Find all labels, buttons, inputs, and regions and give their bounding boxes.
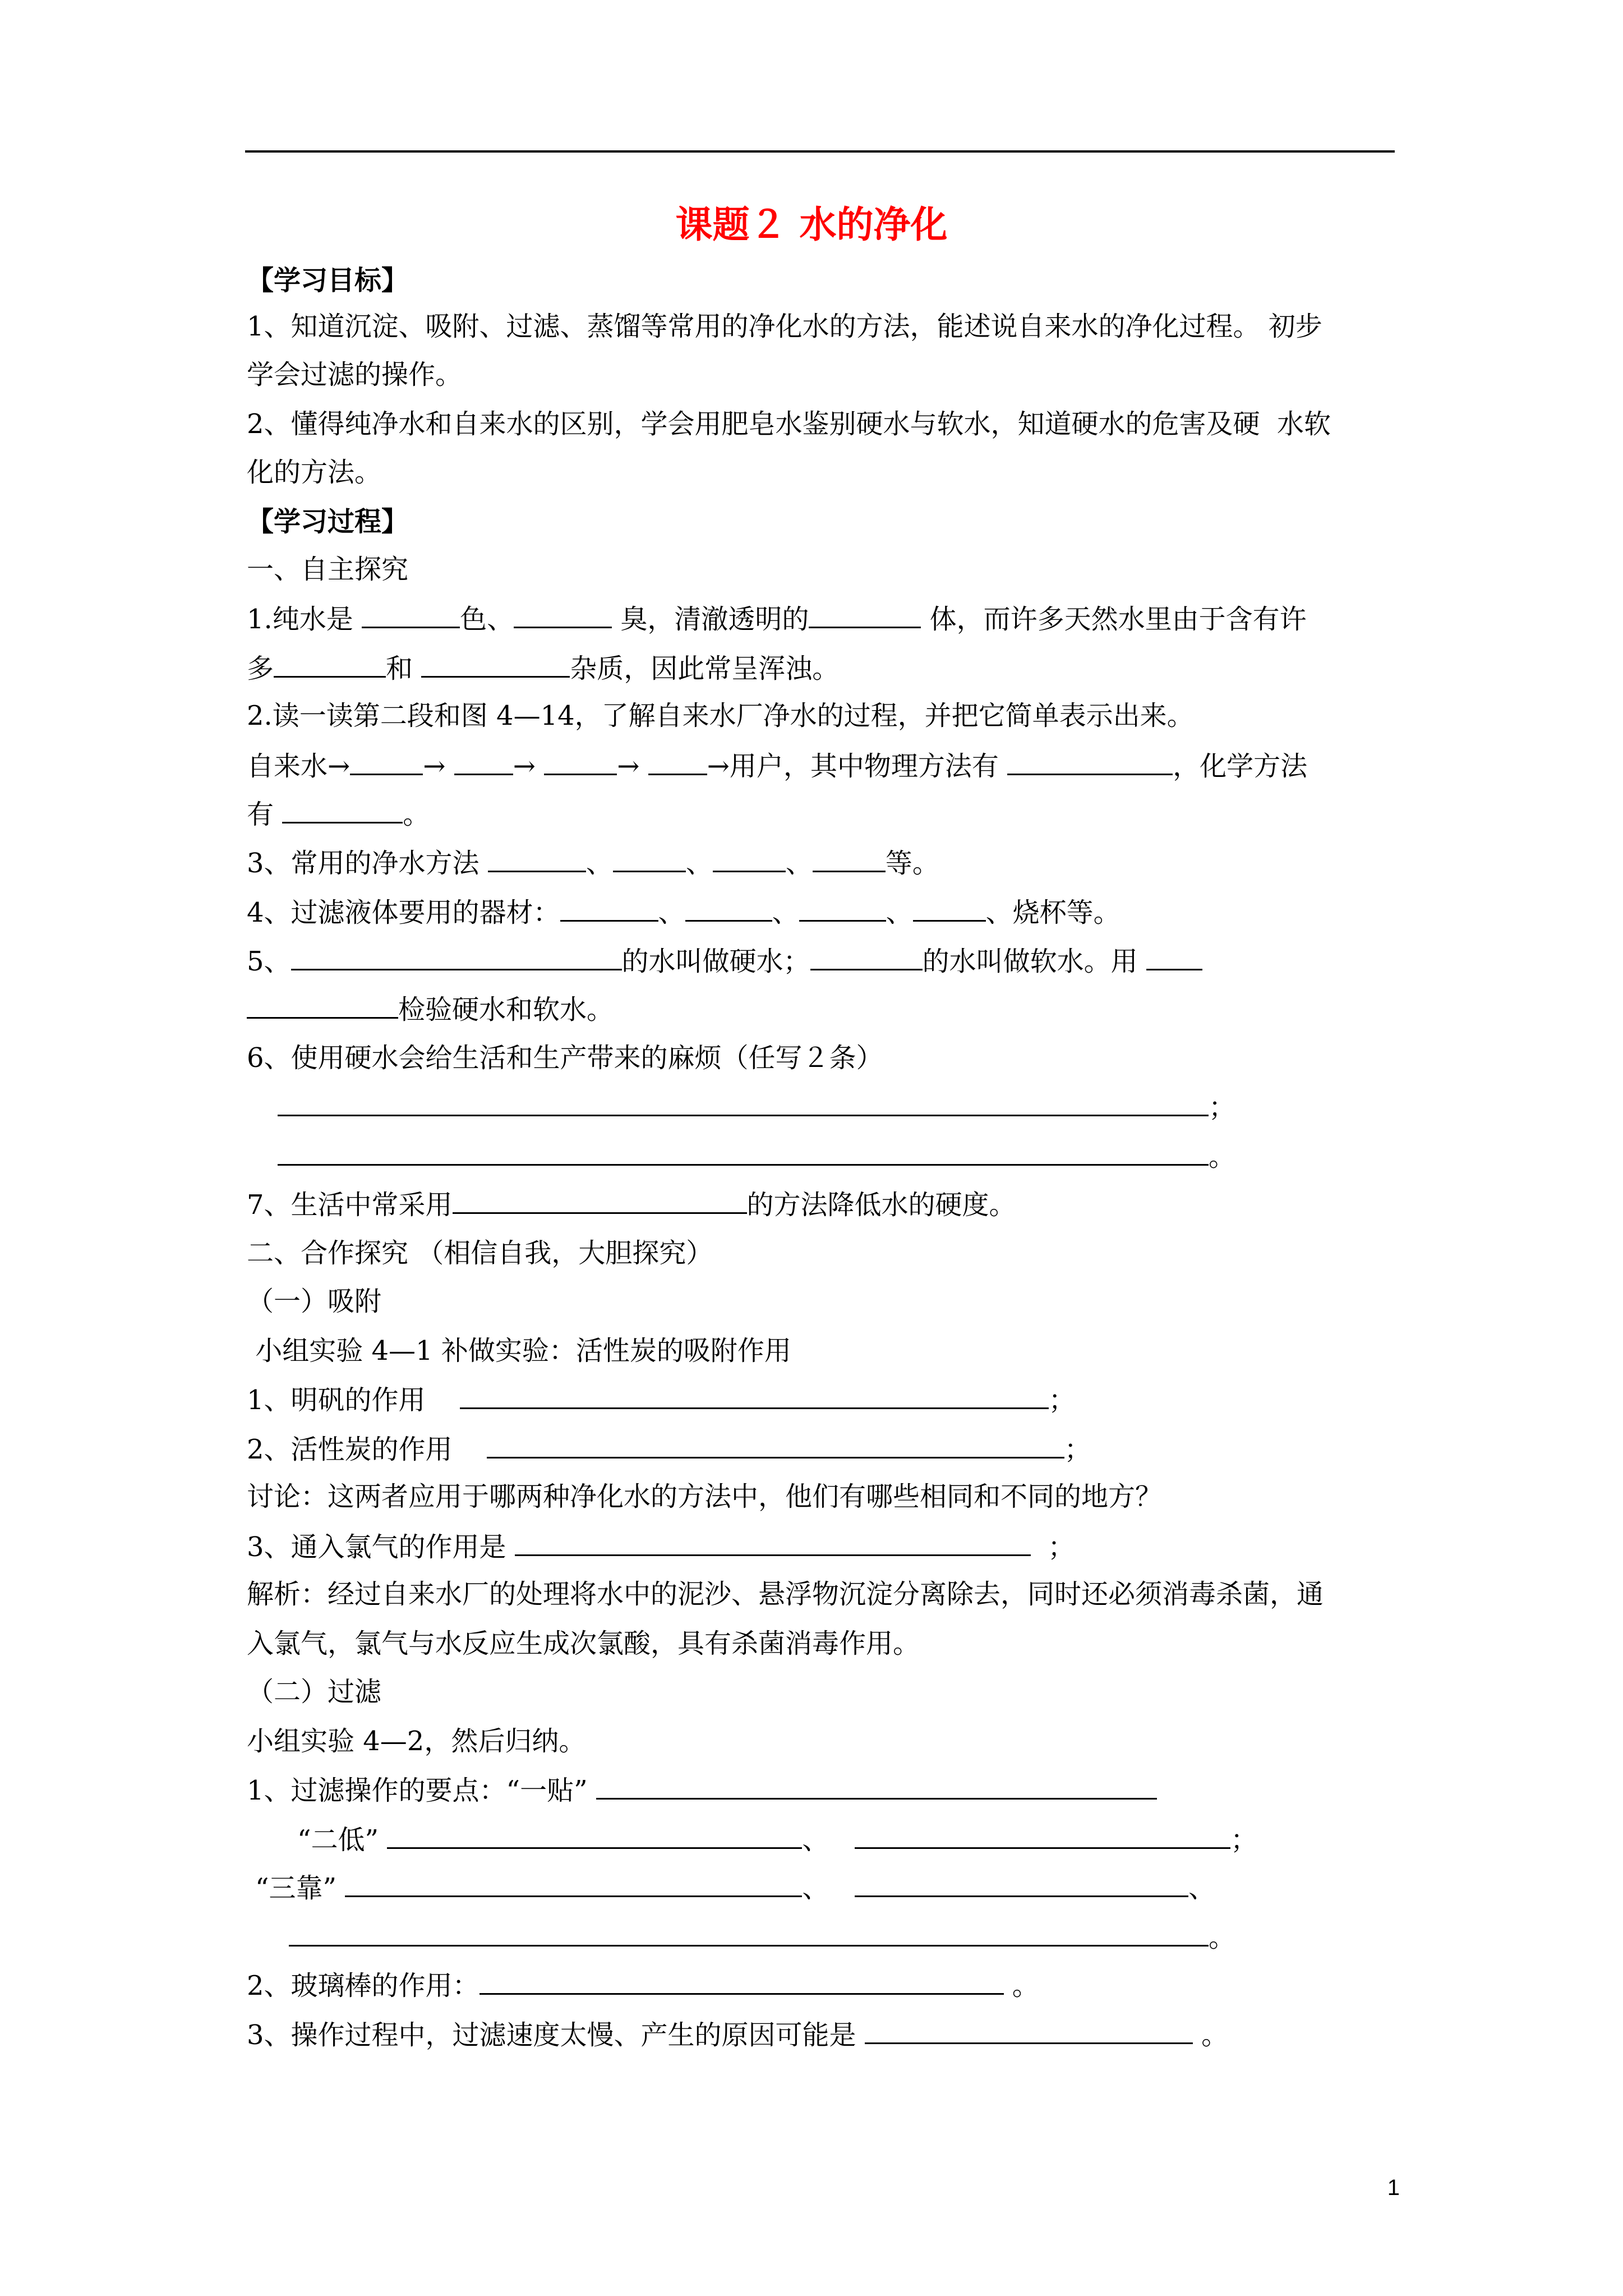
- answer-line-6a: ；: [278, 1087, 1235, 1127]
- blank[interactable]: [421, 648, 570, 678]
- blank[interactable]: [460, 1379, 1049, 1409]
- blank[interactable]: [488, 843, 586, 872]
- blank[interactable]: [289, 1917, 1209, 1947]
- blank[interactable]: [855, 1867, 1188, 1897]
- experiment-note: 小组实验 4—1 补做实验：活性炭的吸附作用: [247, 1335, 791, 1366]
- blank[interactable]: [278, 1136, 1209, 1166]
- blank[interactable]: [1146, 941, 1202, 970]
- blank[interactable]: [487, 1429, 1064, 1458]
- blank[interactable]: [810, 941, 923, 970]
- blank[interactable]: [855, 1819, 1230, 1849]
- blank[interactable]: [596, 1770, 1157, 1800]
- blank[interactable]: [648, 746, 707, 775]
- adsorb-question-3: 3、通入氯气的作用是 ；: [247, 1526, 1075, 1567]
- adsorb-question-1: 1、明矾的作用 ；: [247, 1379, 1076, 1420]
- blank[interactable]: [291, 941, 622, 970]
- question-4: 4、过滤液体要用的器材： 、 、 、 、烧杯等。: [247, 892, 1121, 932]
- blank[interactable]: [515, 1526, 1031, 1556]
- objective-line: 1、知道沉淀、吸附、过滤、蒸馏等常用的净化水的方法，能述说自来水的净化过程。 初步: [247, 311, 1322, 342]
- blank[interactable]: [560, 892, 658, 922]
- blank[interactable]: [454, 746, 513, 775]
- page-title: 课题２ 水的净化: [675, 203, 948, 246]
- objective-line: 学会过滤的操作。: [247, 359, 463, 390]
- blank[interactable]: [345, 1867, 802, 1897]
- filter-question-3: 3、操作过程中，过滤速度太慢、产生的原因可能是 。: [247, 2014, 1228, 2055]
- blank[interactable]: [514, 599, 612, 628]
- filter-two-low: “二低” 、 ；: [297, 1819, 1257, 1860]
- blank[interactable]: [813, 843, 886, 872]
- question-2-line-1: 2.读一读第二段和图 4—14，了解自来水厂净水的过程，并把它简单表示出来。: [247, 700, 1194, 731]
- blank[interactable]: [453, 1184, 747, 1214]
- process-heading: 【学习过程】: [247, 506, 409, 537]
- question-5-line-2: 检验硬水和软水。: [247, 989, 614, 1029]
- question-2-line-3: 有 。: [247, 794, 430, 834]
- analysis-line: 入氯气，氯气与水反应生成次氯酸，具有杀菌消毒作用。: [247, 1628, 920, 1659]
- discussion: 讨论：这两者应用于哪两种净化水的方法中，他们有哪些相同和不同的地方？: [247, 1481, 1163, 1512]
- blank[interactable]: [1007, 746, 1173, 775]
- blank[interactable]: [809, 599, 921, 628]
- question-3: 3、常用的净水方法 、 、 、 等。: [247, 843, 939, 883]
- header-rule: [245, 150, 1395, 153]
- subsection-heading: （二）过滤: [247, 1676, 382, 1708]
- section-heading: 二、合作探究 （相信自我，大胆探究）: [247, 1237, 713, 1269]
- blank[interactable]: [282, 794, 403, 823]
- filter-three-lean: “三靠” 、 、: [255, 1867, 1215, 1908]
- question-6: 6、使用硬水会给生活和生产带来的麻烦（任写２条）: [247, 1042, 883, 1074]
- subsection-heading: （一）吸附: [247, 1286, 382, 1317]
- blank[interactable]: [865, 2014, 1193, 2044]
- question-7: 7、生活中常采用 的方法降低水的硬度。: [247, 1184, 1016, 1225]
- blank[interactable]: [913, 892, 986, 922]
- question-1-line-1: 1.纯水是 色、 臭，清澈透明的 体，而许多天然水里由于含有许: [247, 599, 1307, 639]
- question-2-line-2: 自来水→ → → → →用户，其中物理方法有 ，化学方法: [247, 746, 1307, 786]
- section-heading: 一、自主探究: [247, 554, 409, 585]
- blank[interactable]: [713, 843, 786, 872]
- answer-line-6b: 。: [278, 1136, 1235, 1176]
- analysis-line: 解析：经过自来水厂的处理将水中的泥沙、悬浮物沉淀分离除去，同时还必须消毒杀菌，通: [247, 1579, 1324, 1610]
- objectives-heading: 【学习目标】: [247, 265, 409, 296]
- blank[interactable]: [479, 1965, 1004, 1995]
- blank[interactable]: [247, 989, 398, 1019]
- adsorb-question-2: 2、活性炭的作用 ；: [247, 1429, 1091, 1469]
- blank[interactable]: [613, 843, 686, 872]
- blank[interactable]: [799, 892, 886, 922]
- blank[interactable]: [350, 746, 423, 775]
- page-number: 1: [1387, 2175, 1400, 2200]
- blank[interactable]: [362, 599, 460, 628]
- blank[interactable]: [387, 1819, 802, 1849]
- blank[interactable]: [685, 892, 772, 922]
- filter-question-2: 2、玻璃棒的作用： 。: [247, 1965, 1039, 2005]
- objective-line: 化的方法。: [247, 457, 382, 488]
- blank[interactable]: [274, 648, 386, 678]
- filter-three-lean-cont: 。: [289, 1917, 1235, 1957]
- experiment-note: 小组实验 4—2，然后归纳。: [247, 1726, 586, 1757]
- question-1-line-2: 多 和 杂质，因此常呈浑浊。: [247, 648, 839, 688]
- question-5-line-1: 5、 的水叫做硬水； 的水叫做软水。用: [247, 941, 1202, 981]
- objective-line: 2、懂得纯净水和自来水的区别，学会用肥皂水鉴别硬水与软水，知道硬水的危害及硬 水软: [247, 408, 1331, 440]
- blank[interactable]: [278, 1087, 1209, 1116]
- filter-question-1: 1、过滤操作的要点：“一贴”: [247, 1770, 1157, 1810]
- blank[interactable]: [544, 746, 617, 775]
